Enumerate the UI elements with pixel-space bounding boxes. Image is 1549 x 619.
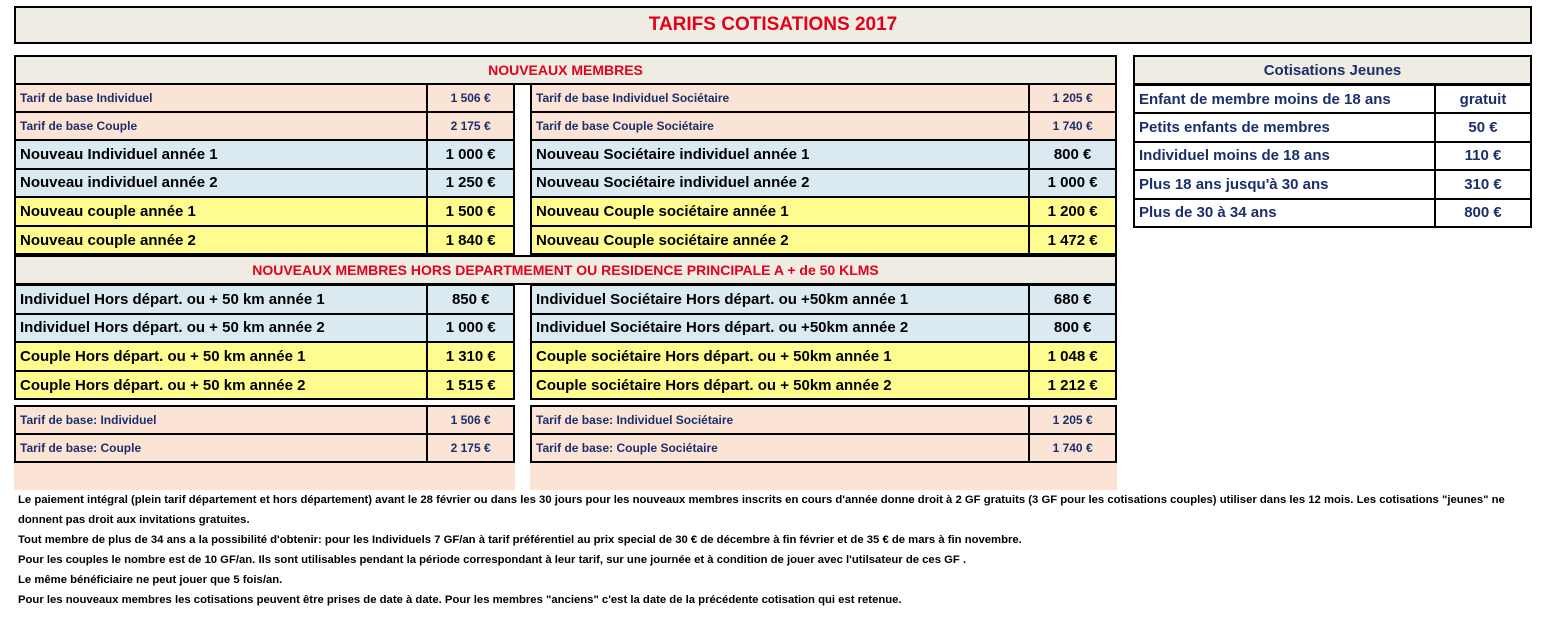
row-value: 1 740 € — [1029, 112, 1116, 140]
row-label: Tarif de base Couple — [15, 112, 427, 140]
table-nouveaux-right — [530, 83, 1117, 255]
row-value: 680 € — [1029, 285, 1116, 314]
row-value: 1 506 € — [427, 84, 514, 112]
note-paragraph: Tout membre de plus de 34 ans a la possibilité d'obtenir: pour les Individuels 7 GF/an à tarif préférentiel au prix special de 30 € de décembre à fin février et de 35 € de mars à fin novembre. — [18, 534, 1022, 546]
row-label: Individuel moins de 18 ans — [1134, 142, 1435, 170]
row-label: Couple Hors départ. ou + 50 km année 2 — [15, 371, 427, 400]
table-row — [531, 169, 1116, 198]
table-row — [1134, 142, 1531, 170]
row-label: Petits enfants de membres — [1134, 113, 1435, 141]
row-label: Couple sociétaire Hors départ. ou + 50km année 1 — [531, 342, 1029, 371]
table-row — [1134, 85, 1531, 113]
table-row — [15, 314, 514, 343]
row-label: Individuel Hors départ. ou + 50 km année 2 — [15, 314, 427, 343]
row-label: Tarif de base: Individuel — [15, 406, 427, 434]
row-label: Nouveau Sociétaire individuel année 1 — [531, 140, 1029, 169]
section-header-hors-departement: NOUVEAUX MEMBRES HORS DEPARTMEMENT OU RESIDENCE PRINCIPALE A + de 50 KLMS — [14, 255, 1117, 285]
table-row — [15, 226, 514, 255]
row-value: 1 000 € — [1029, 169, 1116, 198]
table-row — [531, 371, 1116, 400]
row-value: 800 € — [1029, 140, 1116, 169]
table-row — [1134, 199, 1531, 227]
row-value: 1 740 € — [1029, 434, 1116, 462]
table-row — [15, 140, 514, 169]
row-value: 1 205 € — [1029, 84, 1116, 112]
table-row — [15, 371, 514, 400]
row-value: 1 310 € — [427, 342, 514, 371]
row-label: Individuel Hors départ. ou + 50 km année 1 — [15, 285, 427, 314]
row-label: Enfant de membre moins de 18 ans — [1134, 85, 1435, 113]
decorative-strip — [530, 463, 1117, 490]
table-nouveaux-left — [14, 83, 515, 255]
table-row — [15, 197, 514, 226]
section-header-cotisations-jeunes: Cotisations Jeunes — [1133, 55, 1532, 85]
row-value: 1 200 € — [1029, 197, 1116, 226]
section-header-nouveaux-membres: NOUVEAUX MEMBRES — [14, 55, 1117, 85]
row-label: Couple sociétaire Hors départ. ou + 50km année 2 — [531, 371, 1029, 400]
table-row — [531, 342, 1116, 371]
row-value: 850 € — [427, 285, 514, 314]
table-row — [531, 314, 1116, 343]
note-paragraph: Le paiement intégral (plein tarif département et hors département) avant le 28 février ou dans les 30 jours pour les nouveaux membres inscrits en cours d'année donne droit à 2 GF gratuits (3 GF pour les cotisations couples) utiliser dans les 12 mois. Les cotisations "jeunes" ne donnent pas droit aux invitations gratuites. — [18, 494, 1505, 526]
row-value: 1 250 € — [427, 169, 514, 198]
page-title: TARIFS COTISATIONS 2017 — [14, 6, 1532, 44]
row-label: Nouveau Sociétaire individuel année 2 — [531, 169, 1029, 198]
table-row — [15, 434, 514, 462]
row-value: 1 506 € — [427, 406, 514, 434]
decorative-strip — [14, 463, 515, 490]
table-row — [531, 285, 1116, 314]
row-value: 800 € — [1029, 314, 1116, 343]
row-label: Tarif de base Individuel Sociétaire — [531, 84, 1029, 112]
notes-block — [18, 490, 1530, 610]
note-paragraph: Le même bénéficiaire ne peut jouer que 5 fois/an. — [18, 574, 283, 586]
row-label: Individuel Sociétaire Hors départ. ou +50km année 1 — [531, 285, 1029, 314]
table-hors-right — [530, 284, 1117, 400]
row-value: 1 000 € — [427, 314, 514, 343]
row-value: gratuit — [1435, 85, 1531, 113]
row-label: Tarif de base: Couple Sociétaire — [531, 434, 1029, 462]
row-label: Individuel Sociétaire Hors départ. ou +50km année 2 — [531, 314, 1029, 343]
row-label: Plus 18 ans jusqu'à 30 ans — [1134, 170, 1435, 198]
table-row — [531, 197, 1116, 226]
row-value: 2 175 € — [427, 434, 514, 462]
table-row — [15, 342, 514, 371]
row-label: Tarif de base Individuel — [15, 84, 427, 112]
row-value: 110 € — [1435, 142, 1531, 170]
row-label: Nouveau Individuel année 1 — [15, 140, 427, 169]
row-value: 1 840 € — [427, 226, 514, 255]
note-paragraph: Pour les nouveaux membres les cotisations peuvent être prises de date à date. Pour les membres "anciens" c'est la date de la précédente cotisation qui est retenue. — [18, 594, 902, 606]
row-label: Plus de 30 à 34 ans — [1134, 199, 1435, 227]
table-row — [1134, 113, 1531, 141]
row-value: 1 000 € — [427, 140, 514, 169]
table-row — [531, 140, 1116, 169]
table-hors-left — [14, 284, 515, 400]
row-value: 800 € — [1435, 199, 1531, 227]
table-row — [15, 406, 514, 434]
row-label: Nouveau Couple sociétaire année 2 — [531, 226, 1029, 255]
row-label: Tarif de base: Individuel Sociétaire — [531, 406, 1029, 434]
table-row — [531, 84, 1116, 112]
row-value: 1 212 € — [1029, 371, 1116, 400]
row-value: 310 € — [1435, 170, 1531, 198]
table-row — [1134, 170, 1531, 198]
row-label: Nouveau Couple sociétaire année 1 — [531, 197, 1029, 226]
table-row — [15, 112, 514, 140]
table-row — [531, 226, 1116, 255]
row-value: 1 500 € — [427, 197, 514, 226]
table-hors-base-right — [530, 405, 1117, 463]
row-label: Nouveau couple année 1 — [15, 197, 427, 226]
row-label: Tarif de base: Couple — [15, 434, 427, 462]
table-row — [531, 434, 1116, 462]
note-paragraph: Pour les couples le nombre est de 10 GF/an. Ils sont utilisables pendant la période correspondant à leur tarif, sur une journée et à condition de jouer avec l'utilsateur de ces GF . — [18, 554, 967, 566]
table-row — [531, 112, 1116, 140]
row-value: 50 € — [1435, 113, 1531, 141]
row-label: Nouveau couple année 2 — [15, 226, 427, 255]
table-cotisations-jeunes — [1133, 84, 1532, 228]
row-label: Tarif de base Couple Sociétaire — [531, 112, 1029, 140]
table-hors-base-left — [14, 405, 515, 463]
table-row — [15, 285, 514, 314]
row-label: Couple Hors départ. ou + 50 km année 1 — [15, 342, 427, 371]
table-row — [15, 84, 514, 112]
row-value: 1 205 € — [1029, 406, 1116, 434]
row-value: 1 048 € — [1029, 342, 1116, 371]
row-value: 1 472 € — [1029, 226, 1116, 255]
table-row — [15, 169, 514, 198]
table-row — [531, 406, 1116, 434]
row-value: 2 175 € — [427, 112, 514, 140]
row-value: 1 515 € — [427, 371, 514, 400]
row-label: Nouveau individuel année 2 — [15, 169, 427, 198]
